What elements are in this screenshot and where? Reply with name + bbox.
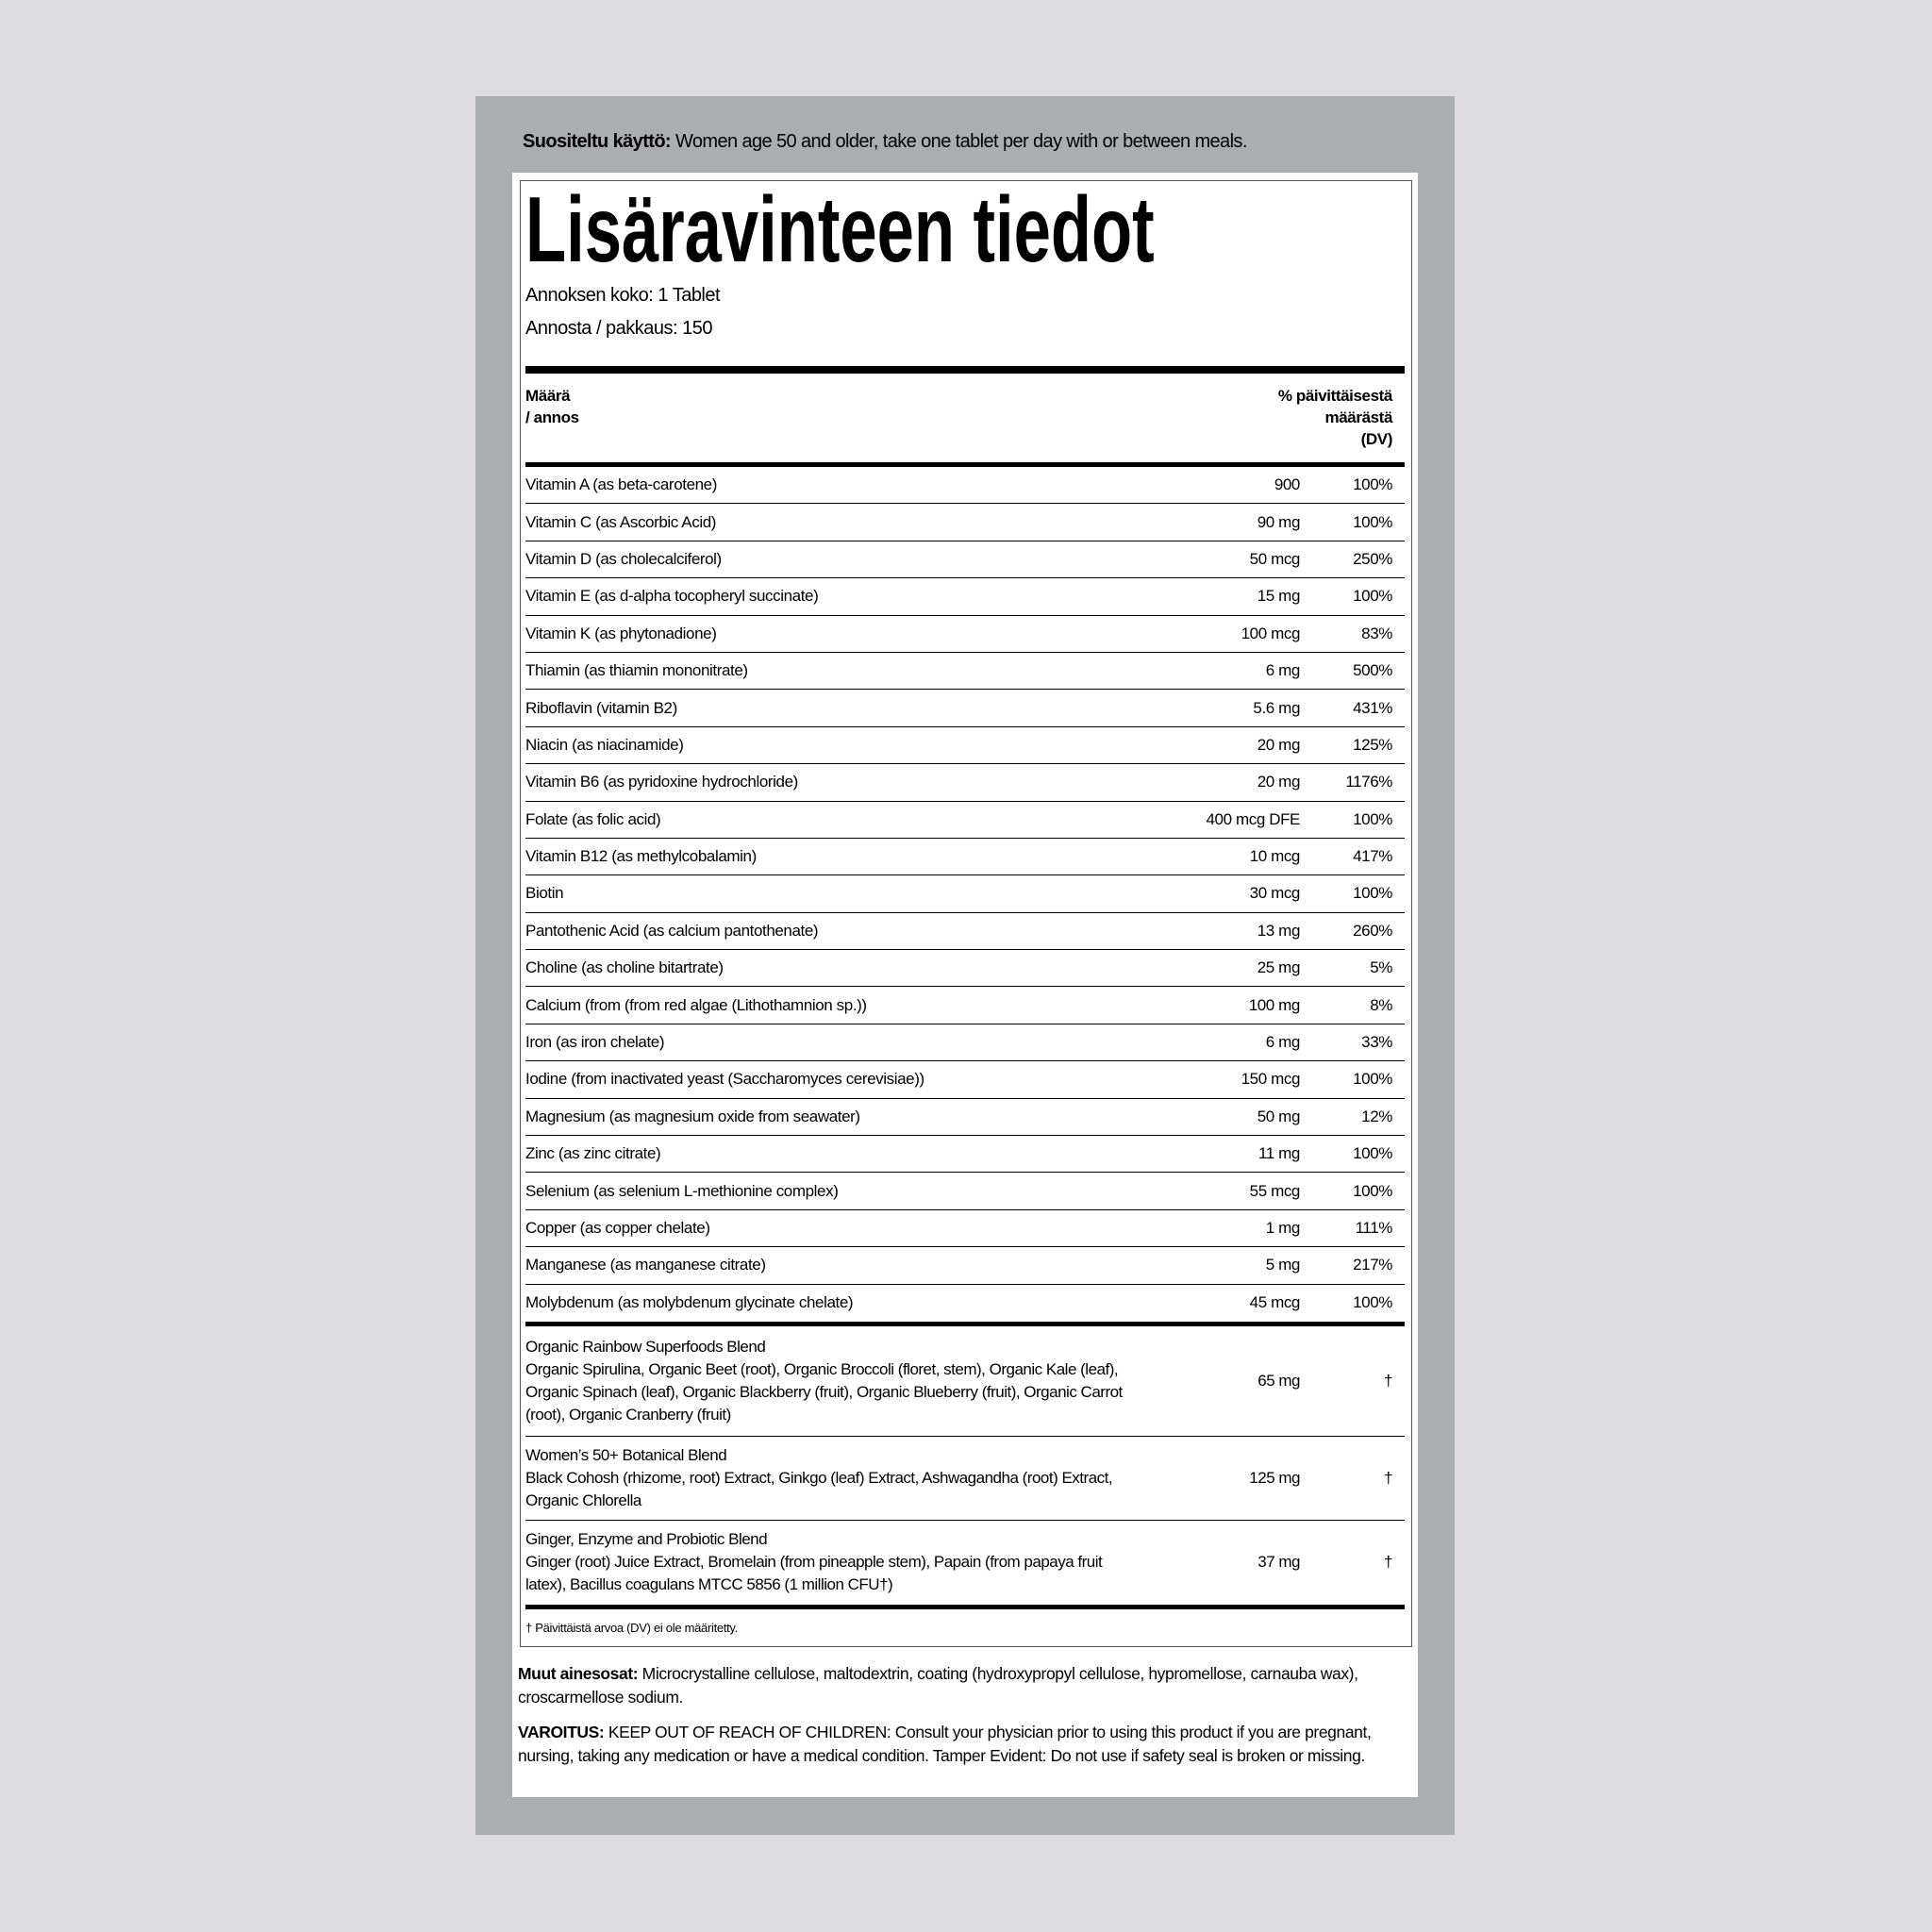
nutrient-name: Niacin (as niacinamide) [525,735,684,754]
blend-info [525,1528,1129,1596]
nutrient-amount: 30 mcg [1249,884,1300,903]
blend-dv: † [1384,1371,1392,1390]
nutrient-dv: 33% [1361,1033,1392,1052]
nutrient-dv: 250% [1353,549,1392,568]
nutrient-name: Thiamin (as thiamin mononitrate) [525,661,748,680]
nutrient-amount: 10 mcg [1249,847,1300,866]
blend-ingredients: Organic Spirulina, Organic Beet (root), Organic Broccoli (floret, stem), Organic Kale (leaf), Organic Spinach (leaf), Organic Blackberry (fruit), Organic Blueberry (fruit), Organic Carrot (root), Organic Cranberry (fruit) [525,1359,1123,1424]
amount-header [525,385,579,462]
nutrient-name: Calcium (from (from red algae (Lithothamnion sp.)) [525,995,867,1014]
suggested-use [523,131,1247,153]
amount-header-line: / annos [525,408,579,426]
blend-name: Organic Rainbow Superfoods Blend [525,1337,766,1356]
nutrient-name: Iodine (from inactivated yeast (Saccharomyces cerevisiae)) [525,1070,924,1089]
blend-name: Ginger, Enzyme and Probiotic Blend [525,1530,768,1549]
nutrient-row [525,727,1405,764]
nutrient-row [525,541,1405,578]
nutrient-name: Magnesium (as magnesium oxide from seawater) [525,1107,860,1125]
nutrient-row [525,467,1405,504]
nutrient-dv: 100% [1353,809,1392,828]
other-ingredients-label: Muut ainesosat: [518,1664,639,1683]
nutrient-name: Pantothenic Acid (as calcium pantothenate) [525,921,819,940]
blend-dv: † [1384,1553,1392,1572]
nutrient-dv: 500% [1353,661,1392,680]
blend-row [525,1521,1405,1605]
dv-header-line: määrästä [1324,408,1392,426]
nutrient-name: Copper (as copper chelate) [525,1219,710,1237]
nutrient-name: Selenium (as selenium L-methionine complex) [525,1181,839,1200]
nutrient-name: Zinc (as zinc citrate) [525,1144,661,1163]
nutrient-dv: 100% [1353,475,1392,494]
nutrient-row [525,802,1405,839]
nutrient-amount: 13 mg [1257,921,1300,940]
nutrient-name: Vitamin C (as Ascorbic Acid) [525,512,717,531]
nutrient-amount: 20 mg [1257,735,1300,754]
other-ingredients-text: Microcrystalline cellulose, maltodextrin, coating (hydroxypropyl cellulose, hypromellose, carnauba wax), croscarmellose sodium. [518,1664,1358,1707]
nutrient-row [525,1285,1405,1322]
nutrient-name: Folate (as folic acid) [525,809,661,828]
nutrient-amount: 6 mg [1265,661,1300,680]
nutrient-row [525,1136,1405,1173]
table-header [525,374,1405,462]
nutrient-name: Molybdenum (as molybdenum glycinate chelate) [525,1293,854,1312]
nutrient-amount: 6 mg [1265,1033,1300,1052]
warning [518,1721,1414,1768]
blend-dv: † [1384,1468,1392,1487]
nutrient-amount: 15 mg [1257,587,1300,606]
blend-ingredients: Ginger (root) Juice Extract, Bromelain (from pineapple stem), Papain (from papaya fruit latex), Bacillus coagulans MTCC 5856 (1 million CFU†) [525,1553,1103,1594]
nutrient-amount: 20 mg [1257,773,1300,791]
nutrient-row [525,653,1405,690]
amount-header-line: Määrä [525,387,571,405]
nutrient-row [525,950,1405,987]
warning-label: VAROITUS: [518,1723,605,1741]
nutrient-dv: 125% [1353,735,1392,754]
nutrient-name: Manganese (as manganese citrate) [525,1256,766,1274]
nutrient-row [525,1210,1405,1247]
serving-size: Annoksen koko: 1 Tablet [525,285,721,306]
footnote: † Päivittäistä arvoa (DV) ei ole määritetty. [525,1620,738,1635]
nutrient-dv: 260% [1353,921,1392,940]
nutrient-row [525,1099,1405,1136]
dv-header-line: % päivittäisestä [1277,387,1392,405]
nutrient-row [525,1247,1405,1284]
nutrient-dv: 100% [1353,1293,1392,1312]
suggested-use-label: Suositeltu käyttö: [523,131,671,152]
nutrient-dv: 100% [1353,1181,1392,1200]
nutrient-amount: 45 mcg [1249,1293,1300,1312]
nutrient-amount: 11 mg [1258,1144,1300,1163]
nutrient-row [525,690,1405,726]
suggested-use-text: Women age 50 and older, take one tablet per day with or between meals. [671,131,1247,152]
nutrient-row [525,913,1405,950]
nutrient-amount: 900 [1274,475,1300,494]
nutrient-amount: 5 mg [1265,1256,1300,1274]
nutrient-amount: 55 mcg [1249,1181,1300,1200]
dv-header [1278,385,1392,462]
blend-amount: 65 mg [1257,1371,1300,1390]
divider-thick [525,366,1405,374]
dv-header-line: (DV) [1360,430,1392,448]
nutrient-dv: 1176% [1345,773,1392,791]
nutrient-dv: 100% [1353,1070,1392,1089]
nutrient-amount: 90 mg [1257,512,1300,531]
nutrient-row [525,1024,1405,1061]
nutrient-amount: 5.6 mg [1253,698,1300,717]
nutrient-row [525,875,1405,912]
nutrient-name: Biotin [525,884,564,903]
nutrient-dv: 12% [1361,1107,1392,1125]
nutrient-name: Vitamin D (as cholecalciferol) [525,549,722,568]
nutrient-amount: 400 mcg DFE [1206,809,1300,828]
blend-row [525,1326,1405,1437]
nutrient-row [525,839,1405,875]
nutrient-row [525,578,1405,615]
nutrient-name: Riboflavin (vitamin B2) [525,698,677,717]
warning-text: KEEP OUT OF REACH OF CHILDREN: Consult your physician prior to using this product if you are pregnant, nursing, taking any medication or have a medical condition. Tamper Evident: Do not use if safety seal is broken or missing. [518,1723,1372,1765]
nutrient-dv: 5% [1370,958,1392,977]
nutrient-row [525,504,1405,541]
nutrient-dv: 217% [1353,1256,1392,1274]
nutrient-amount: 100 mcg [1241,624,1300,642]
nutrient-name: Vitamin A (as beta-carotene) [525,475,717,494]
nutrient-dv: 431% [1353,698,1392,717]
nutrient-amount: 50 mcg [1249,549,1300,568]
nutrient-dv: 100% [1353,587,1392,606]
nutrient-dv: 8% [1370,995,1392,1014]
facts-title: Lisäravinteen tiedot [525,177,1155,281]
blend-row [525,1437,1405,1521]
nutrient-dv: 100% [1353,884,1392,903]
nutrient-rows [525,467,1405,1322]
nutrient-row [525,616,1405,653]
nutrient-name: Iron (as iron chelate) [525,1033,665,1052]
nutrient-amount: 25 mg [1257,958,1300,977]
blend-name: Women’s 50+ Botanical Blend [525,1445,727,1464]
nutrient-row [525,764,1405,801]
nutrient-name: Vitamin B6 (as pyridoxine hydrochloride) [525,773,798,791]
nutrient-dv: 417% [1353,847,1392,866]
nutrient-name: Choline (as choline bitartrate) [525,958,724,977]
nutrient-row [525,987,1405,1024]
nutrient-name: Vitamin B12 (as methylcobalamin) [525,847,757,866]
blend-rows [525,1326,1405,1605]
divider-medium [525,1605,1405,1609]
nutrient-dv: 83% [1361,624,1392,642]
nutrient-name: Vitamin E (as d-alpha tocopheryl succinate) [525,587,819,606]
blend-info [525,1444,1129,1512]
nutrient-row [525,1061,1405,1098]
other-ingredients [518,1662,1414,1709]
nutrient-dv: 100% [1353,512,1392,531]
supplement-facts [525,177,1405,1635]
nutrient-row [525,1173,1405,1209]
nutrient-dv: 111% [1355,1219,1392,1237]
nutrient-name: Vitamin K (as phytonadione) [525,624,717,642]
nutrient-amount: 100 mg [1248,995,1300,1014]
blend-info [525,1336,1129,1426]
blend-ingredients: Black Cohosh (rhizome, root) Extract, Ginkgo (leaf) Extract, Ashwagandha (root) Extract, Organic Chlorella [525,1468,1113,1509]
nutrient-amount: 1 mg [1265,1219,1300,1237]
servings-per-container: Annosta / pakkaus: 150 [525,318,713,339]
blend-amount: 37 mg [1257,1553,1300,1572]
nutrient-amount: 150 mcg [1241,1070,1300,1089]
nutrient-amount: 50 mg [1257,1107,1300,1125]
blend-amount: 125 mg [1249,1468,1300,1487]
nutrient-dv: 100% [1353,1144,1392,1163]
